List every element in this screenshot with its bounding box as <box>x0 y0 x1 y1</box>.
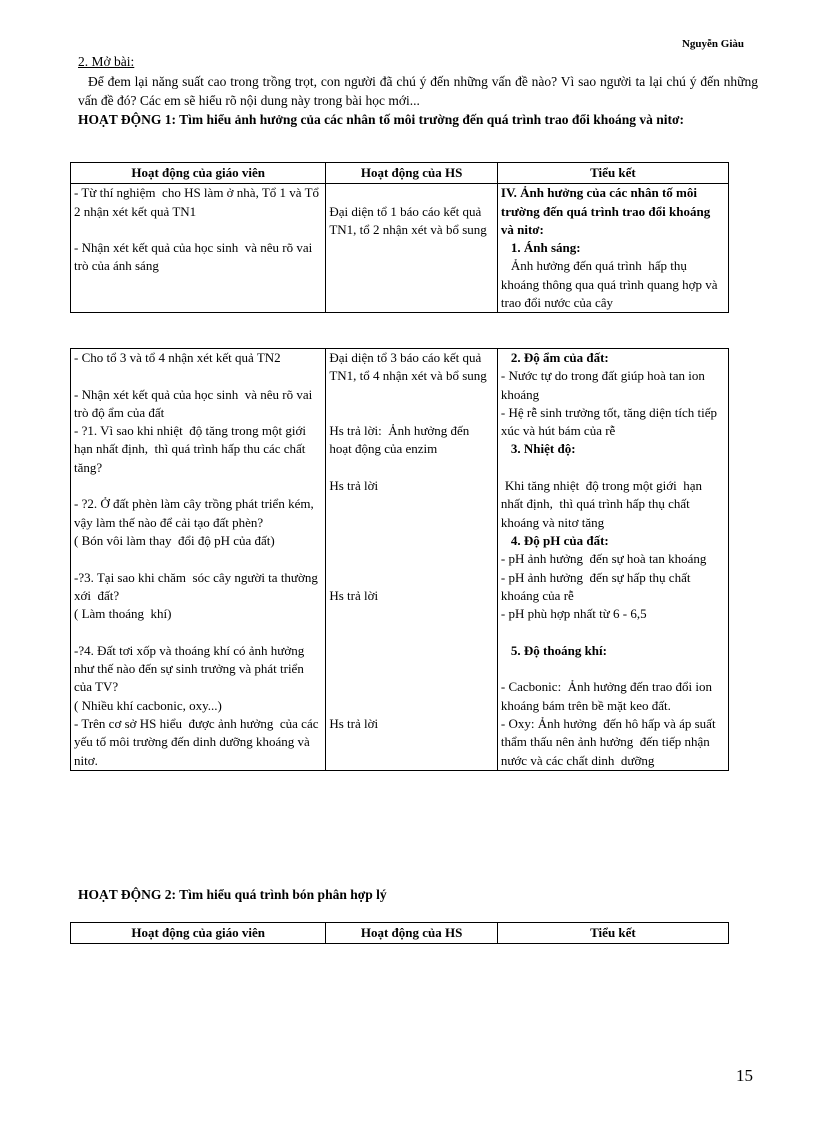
summary-text: - Cacbonic: Ảnh hưởng đến trao đổi ion khoáng bám trên bề mặt keo đất. <box>500 679 716 713</box>
student-text: Đại diện tổ 3 báo cáo kết quả TN1, tổ 4 nhận xét và bổ sung <box>329 350 487 384</box>
student-text: Đại diện tổ 1 báo cáo kết quả TN1, tổ 2 nhận xét và bổ sung <box>329 203 487 237</box>
summary-subtitle: 3. Nhiệt độ: <box>510 441 576 457</box>
teacher-text: - Nhận xét kết quả của học sinh và nêu rõ vai trò của ánh sáng <box>74 240 316 274</box>
student-text: Hs trả lời <box>329 715 379 731</box>
header-student: Hoạt động của HS <box>326 163 498 184</box>
student-cell <box>326 349 498 771</box>
header-summary: Tiểu kết <box>497 163 728 184</box>
summary-text: - Nước tự do trong đất giúp hoà tan ion khoáng <box>500 368 709 402</box>
activity-1-heading: HOẠT ĐỘNG 1: Tìm hiểu ảnh hưởng của các nhân tố môi trường đến quá trình trao đổi khoáng và nitơ: <box>78 112 684 127</box>
teacher-text: - ?1. Vì sao khi nhiệt độ tăng trong một giới hạn nhất định, thì quá trình hấp thu các chất tăng? <box>74 423 313 475</box>
student-cell <box>326 184 498 313</box>
table-header-row <box>71 923 729 944</box>
header-student: Hoạt động của HS <box>326 923 498 944</box>
teacher-text: - Từ thí nghiệm cho HS làm ở nhà, Tổ 1 và Tổ 2 nhận xét kết quả TN1 <box>74 185 323 219</box>
teacher-text: - Cho tổ 3 và tổ 4 nhận xét kết quả TN2 <box>74 350 281 365</box>
header-teacher: Hoạt động của giáo viên <box>71 923 326 944</box>
summary-cell <box>497 184 728 313</box>
teacher-text: -?3. Tại sao khi chăm sóc cây người ta thường xới đất? <box>74 569 325 603</box>
header-summary: Tiểu kết <box>497 923 728 944</box>
student-text: Hs trả lời: Ảnh hưởng đến hoạt động của enzim <box>329 423 473 457</box>
activity-2-heading: HOẠT ĐỘNG 2: Tìm hiểu quá trình bón phân hợp lý <box>78 887 387 902</box>
summary-subtitle: 2. Độ ẩm của đất: <box>510 350 609 365</box>
teacher-text: ( Làm thoáng khí) <box>74 606 172 622</box>
activity-1-table <box>70 162 729 313</box>
teacher-text: - ?2. Ở đất phèn làm cây trồng phát triển kém, vậy làm thế nào để cải tạo đất phèn? <box>74 496 317 530</box>
summary-subtitle: 1. Ánh sáng: <box>510 240 581 256</box>
summary-title: IV. Ảnh hưởng của các nhân tố môi trường đến quá trình trao đổi khoáng và nitơ: <box>500 185 714 237</box>
summary-cell <box>497 349 728 771</box>
teacher-text: ( Bón vôi làm thay đổi độ pH của đất) <box>74 532 275 548</box>
teacher-text: - Trên cơ sở HS hiểu được ảnh hưởng của các yếu tố môi trường đến dinh dưỡng khoáng và nitơ. <box>74 715 322 768</box>
table-row <box>71 184 729 313</box>
author-name: Nguyễn Giàu <box>681 38 744 50</box>
header-teacher: Hoạt động của giáo viên <box>71 163 326 184</box>
teacher-cell <box>71 184 326 313</box>
intro-paragraph: Để đem lại năng suất cao trong trồng trọt, con người đã chú ý đến những vấn đề nào? Vì sao người ta lại chú ý đến những vấn đề đó? Các em sẽ hiểu rõ nội dung này trong bài học mới... <box>78 74 758 108</box>
summary-text: Ảnh hưởng đến quá trình hấp thụ khoáng thông qua quá trình quang hợp và trao đổi nước của cây <box>500 258 721 311</box>
summary-text: - pH ảnh hưởng đến sự hoà tan khoáng <box>500 551 707 567</box>
student-text: Hs trả lời <box>329 478 379 494</box>
table-header-row <box>71 163 729 184</box>
summary-text: - Oxy: Ảnh hưởng đến hô hấp và áp suất thẩm thấu nên ảnh hưởng đến tiếp nhận nước và các chất dinh dưỡng <box>500 715 719 768</box>
summary-text: - pH ảnh hưởng đến sự hấp thụ chất khoáng của rễ <box>500 569 694 603</box>
summary-text: - Hệ rễ sinh trưởng tốt, tăng diện tích tiếp xúc và hút bám của rễ <box>500 404 721 439</box>
teacher-text: ( Nhiều khí cacbonic, oxy...) <box>74 697 222 713</box>
student-text: Hs trả lời <box>329 587 379 603</box>
section-title: 2. Mở bài: <box>78 54 135 69</box>
summary-text: Khi tăng nhiệt độ trong một giới hạn nhất định, thì quá trình hấp thụ chất khoáng và nitơ tăng <box>500 478 706 530</box>
summary-subtitle: 4. Độ pH của đất: <box>510 532 609 548</box>
teacher-cell <box>71 349 326 771</box>
activity-1-table-continued <box>70 348 729 771</box>
teacher-text: -?4. Đất tơi xốp và thoáng khí có ảnh hưởng như thế nào đến sự sinh trưởng và phát triển của TV? <box>74 642 311 695</box>
teacher-text: - Nhận xét kết quả của học sinh và nêu rõ vai trò độ ẩm của đất <box>74 386 316 420</box>
activity-2-table <box>70 922 729 944</box>
summary-subtitle: 5. Độ thoáng khí: <box>510 642 607 658</box>
table-row <box>71 349 729 771</box>
page-number: 15 <box>736 1066 753 1085</box>
summary-text: - pH phù hợp nhất từ 6 - 6,5 <box>500 606 647 622</box>
